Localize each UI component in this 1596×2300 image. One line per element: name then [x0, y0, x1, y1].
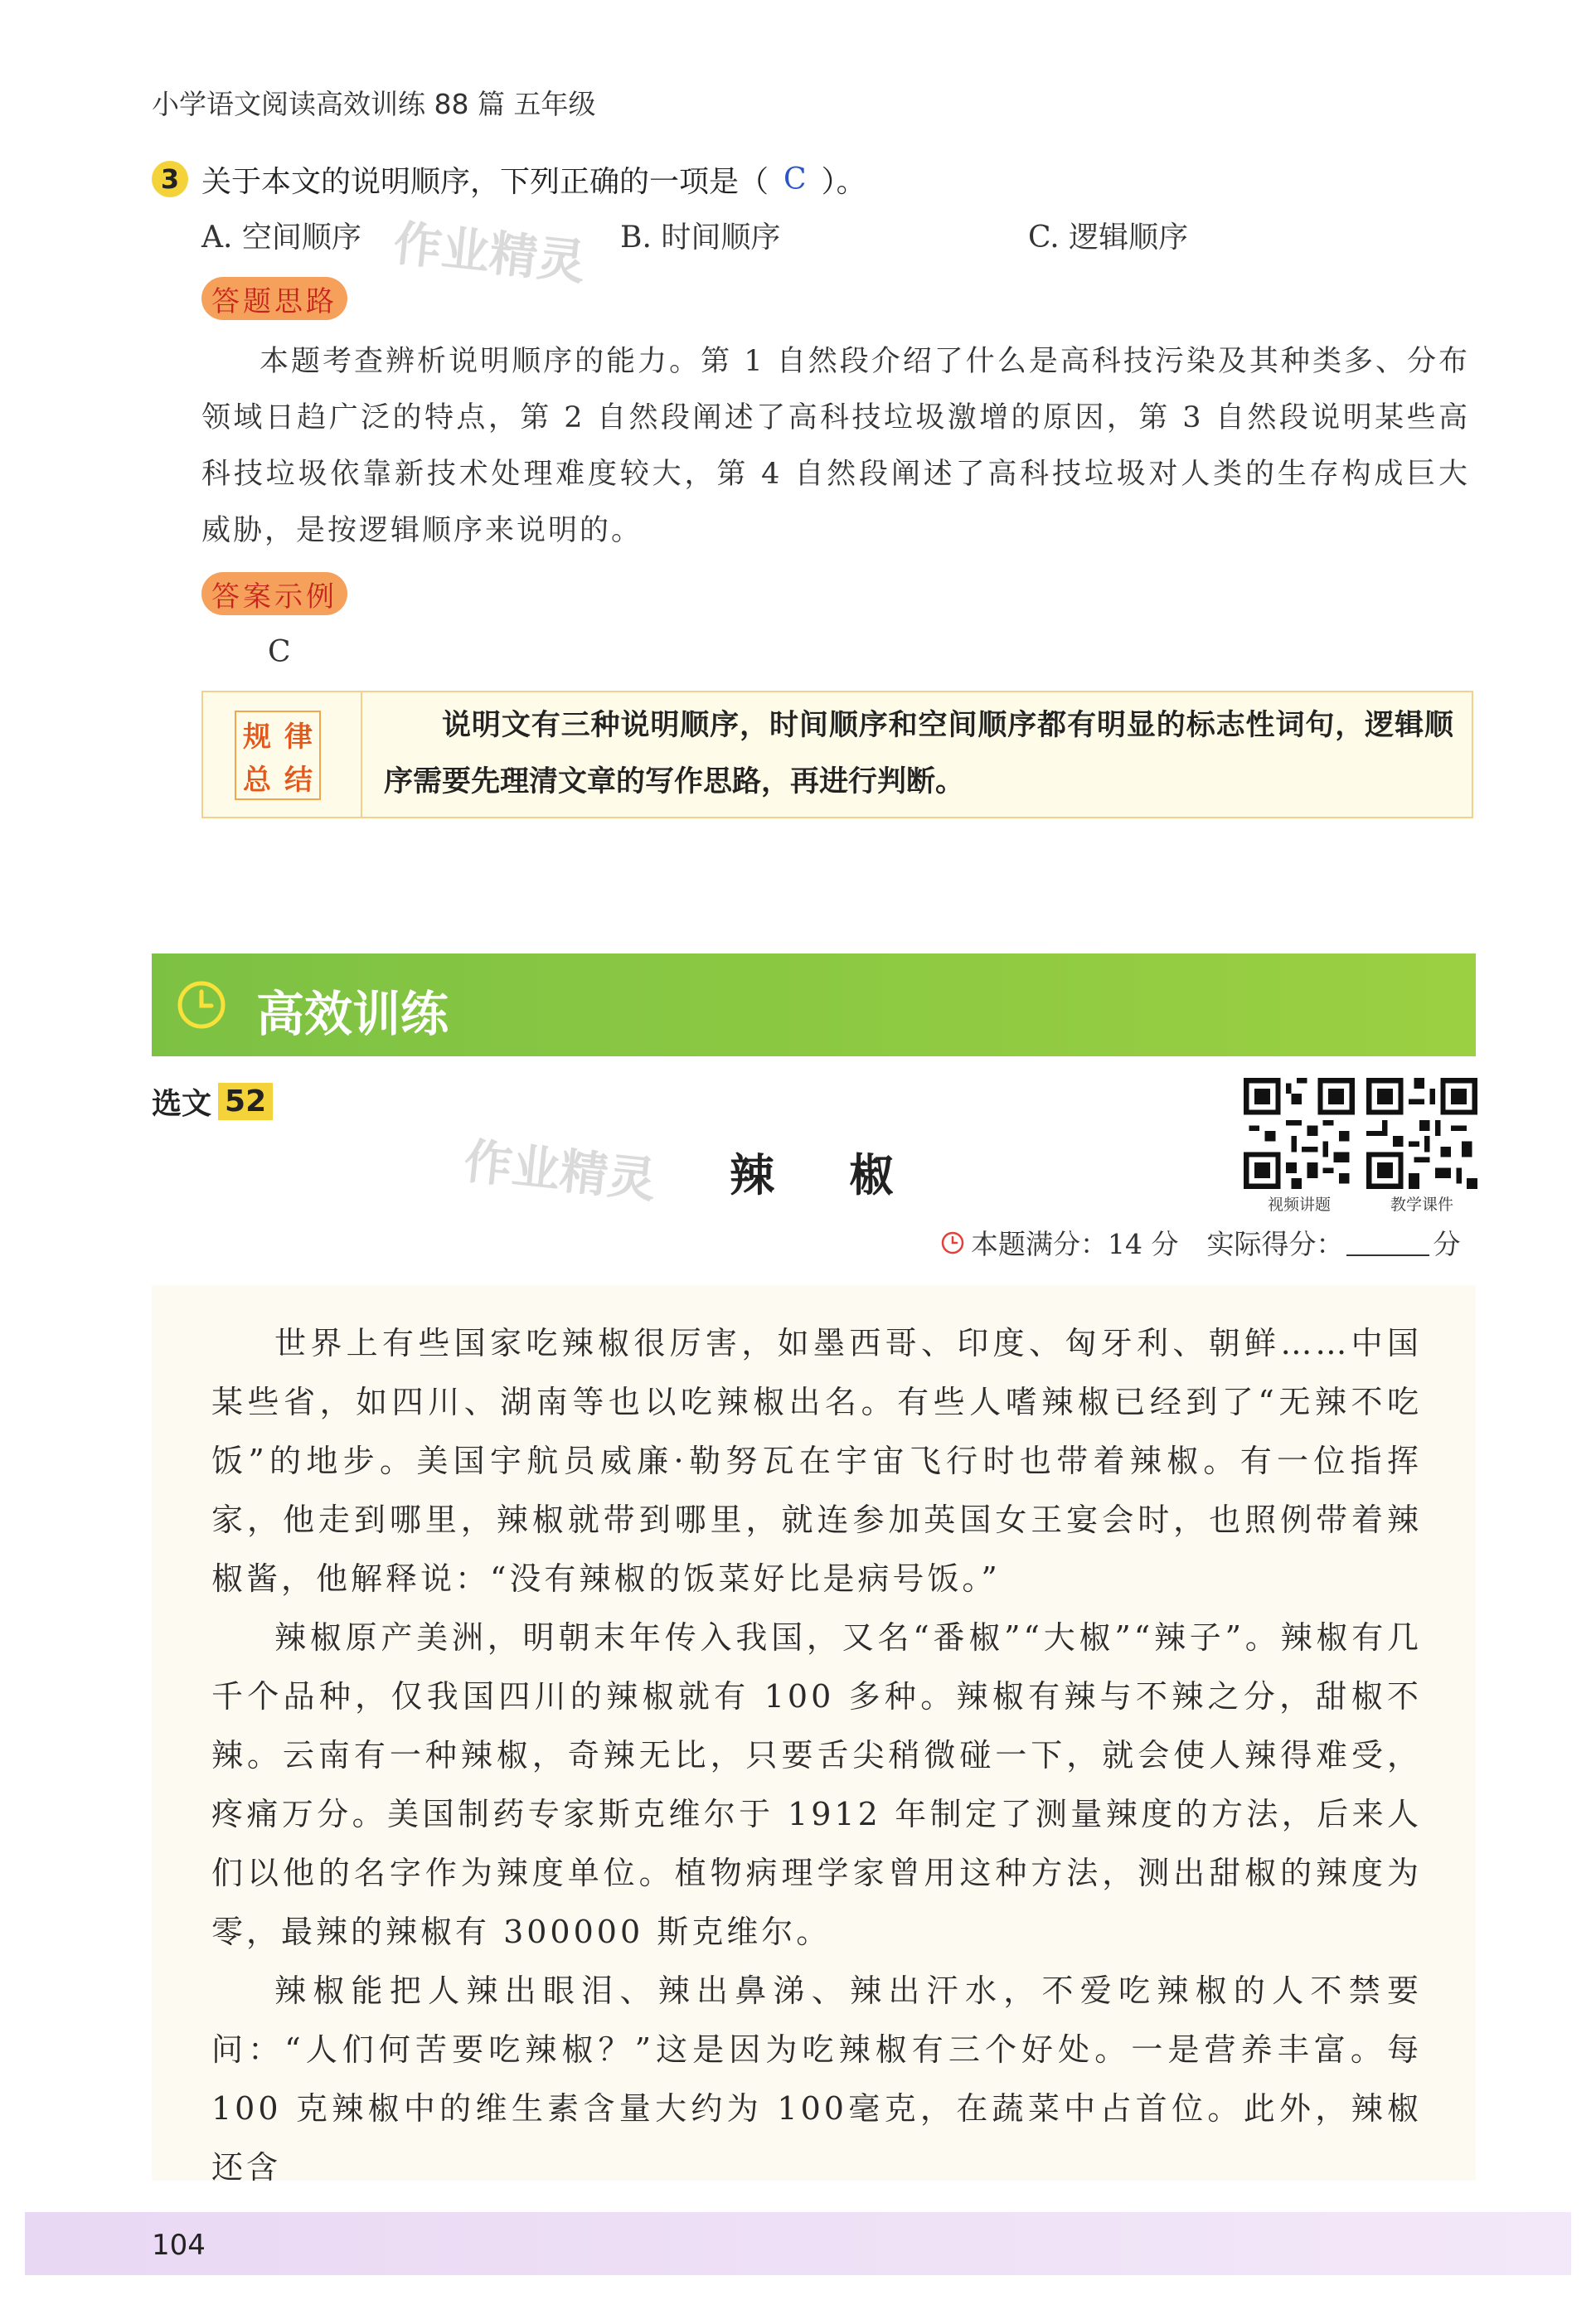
- article-title: 辣椒: [730, 1148, 968, 1201]
- running-header: 小学语文阅读高效训练 88 篇 五年级: [152, 88, 596, 120]
- sample-answer-text: C: [268, 635, 291, 669]
- option-a: A. 空间顺序: [201, 221, 361, 255]
- rule-badge-char: 规: [243, 720, 271, 754]
- selection-label: [152, 1080, 273, 1123]
- article-paragraph: 辣椒原产美洲，明朝末年传入我国，又名“番椒”“大椒”“辣子”。辣椒有几千个品种，仅我国四川的辣椒就有 100 多种。辣椒有辣与不辣之分，甜椒不辣。云南有一种辣椒，奇辣无比，只要舌尖稍微碰一下，就会使人辣得难受，疼痛万分。美国制药专家斯克维尔于 1912 年制定了测量辣度的方法，后来人们以他的名字作为辣度单位。植物病理学家曾用这种方法，测出甜椒的辣度为零，最辣的辣椒有 300000 斯克维尔。: [211, 1619, 1422, 1950]
- rule-summary-badge: [235, 711, 321, 800]
- option-b: B. 时间顺序: [620, 221, 781, 255]
- qr-label-video: 视频讲题: [1267, 1196, 1331, 1214]
- qr-code-icon: [1244, 1078, 1355, 1189]
- score-full: 本题满分：14 分: [971, 1228, 1179, 1260]
- score-unit: 分: [1433, 1228, 1461, 1260]
- question-prompt-end: ）。: [821, 164, 866, 199]
- clock-icon: [941, 1231, 964, 1254]
- question-prompt: 关于本文的说明顺序，下列正确的一项是（: [201, 164, 769, 199]
- banner-title: 高效训练: [256, 986, 449, 1042]
- rule-badge-char: 总: [243, 763, 271, 797]
- qr-label-courseware: 教学课件: [1390, 1196, 1453, 1214]
- selection-number: 52: [218, 1083, 273, 1120]
- analysis-tag: 答题思路: [201, 277, 347, 320]
- article-paragraph: 辣椒能把人辣出眼泪、辣出鼻涕、辣出汗水，不爱吃辣椒的人不禁要问：“人们何苦要吃辣椒？”这是因为吃辣椒有三个好处。一是营养丰富。每 100 克辣椒中的维生素含量大约为 100毫克，在蔬菜中占首位。此外，辣椒还含: [211, 1972, 1422, 2186]
- score-blank[interactable]: [1346, 1230, 1429, 1256]
- score-line: [941, 1223, 1460, 1262]
- watermark: 作业精灵: [461, 1133, 659, 1209]
- score-actual-label: 实际得分：: [1206, 1228, 1344, 1260]
- page-number: 104: [152, 2229, 206, 2262]
- rule-badge-char: 律: [284, 720, 313, 754]
- footer-band: [25, 2212, 1571, 2275]
- question-3: [152, 156, 866, 202]
- selection-label-text: 选文: [152, 1087, 212, 1121]
- question-answer: C: [783, 162, 807, 197]
- watermark: 作业精灵: [391, 215, 589, 291]
- qr-code-icon: [1366, 1078, 1477, 1189]
- qr-video[interactable]: [1244, 1078, 1355, 1215]
- section-banner: [152, 953, 1476, 1056]
- clock-icon: [177, 980, 226, 1030]
- option-c: C. 逻辑顺序: [1028, 221, 1189, 255]
- rule-divider: [361, 692, 362, 817]
- article-paragraph: 世界上有些国家吃辣椒很厉害，如墨西哥、印度、匈牙利、朝鲜……中国某些省，如四川、湖南等也以吃辣椒出名。有些人嗜辣椒已经到了“无辣不吃饭”的地步。美国宇航员威廉·勒努瓦在宇宙飞行时也带着辣椒。有一位指挥家，他走到哪里，辣椒就带到哪里，就连参加英国女王宴会时，也照例带着辣椒酱，他解释说：“没有辣椒的饭菜好比是病号饭。”: [211, 1325, 1422, 1597]
- rule-badge-char: 结: [284, 763, 313, 797]
- analysis-text: 本题考查辨析说明顺序的能力。第 1 自然段介绍了什么是高科技污染及其种类多、分布领域日趋广泛的特点，第 2 自然段阐述了高科技垃圾激增的原因，第 3 自然段说明某些高科技垃圾依靠新技术处理难度较大，第 4 自然段阐述了高科技垃圾对人类的生存构成巨大威胁，是按逻辑顺序来说明的。: [201, 345, 1470, 547]
- rule-summary-box: [201, 691, 1473, 818]
- rule-summary-text: 说明文有三种说明顺序，时间顺序和空间顺序都有明显的标志性词句，逻辑顺序需要先理清文章的写作思路，再进行判断。: [384, 709, 1453, 798]
- qr-courseware[interactable]: [1366, 1078, 1477, 1215]
- question-number-badge: 3: [152, 161, 188, 197]
- article-body: [211, 1314, 1422, 2197]
- sample-answer-tag: 答案示例: [201, 572, 347, 615]
